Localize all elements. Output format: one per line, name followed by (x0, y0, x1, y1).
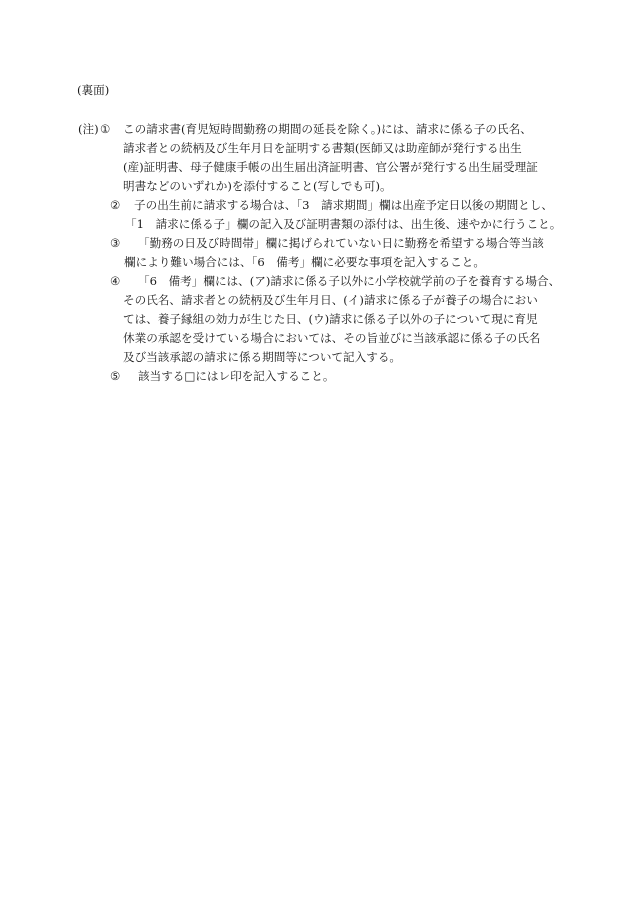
note-line: この請求書(育児短時間勤務の期間の延長を除く。)には、請求に係る子の氏名、 (123, 122, 532, 136)
note-item-3 (78, 234, 578, 272)
note-number: ① (100, 122, 111, 136)
note-item-1 (78, 120, 578, 196)
note-item-2 (78, 196, 578, 234)
note-line: 「勤務の日及び時間帯」欄に掲げられていない日に勤務を希望する場合等当該 (138, 236, 544, 250)
note-line: 欄により難い場合には、「6 備考」欄に必要な事項を記入すること。 (124, 255, 485, 269)
note-item-5 (78, 367, 578, 386)
notes-prefix: (注) (78, 122, 99, 136)
notes-section (78, 120, 578, 386)
note-item-4 (78, 272, 578, 367)
note-line: 及び当該承認の請求に係る期間等について記入する。 (123, 350, 402, 364)
reverse-side-label: (裏面) (77, 83, 110, 97)
note-number: ④ (110, 274, 121, 288)
note-line: 明書などのいずれか)を添付すること(写しでも可)。 (123, 179, 392, 193)
note-line: 該当する□にはレ印を記入すること。 (138, 369, 335, 383)
note-line: 休業の承認を受けている場合においては、その旨並びに当該承認に係る子の氏名 (123, 331, 541, 345)
note-line: (産)証明書、母子健康手帳の出生届出済証明書、官公署が発行する出生届受理証 (123, 160, 538, 174)
note-line: 請求者との続柄及び生年月日を証明する書類(医師又は助産師が発行する出生 (123, 141, 522, 155)
note-line: 「1 請求に係る子」欄の記入及び証明書類の添付は、出生後、速やかに行うこと。 (125, 217, 562, 231)
note-number: ③ (110, 236, 121, 250)
note-line: ては、養子縁組の効力が生じた日、(ウ)請求に係る子以外の子について現に育児 (123, 312, 538, 326)
note-number: ② (110, 198, 121, 212)
note-line: 子の出生前に請求する場合は、「3 請求期間」欄は出産予定日以後の期間とし、 (134, 198, 553, 212)
note-line: 「6 備考」欄には、(ア)請求に係る子以外に小学校就学前の子を養育する場合、 (138, 274, 561, 288)
note-line: その氏名、請求者との続柄及び生年月日、(イ)請求に係る子が養子の場合におい (123, 293, 538, 307)
note-number: ⑤ (110, 369, 121, 383)
